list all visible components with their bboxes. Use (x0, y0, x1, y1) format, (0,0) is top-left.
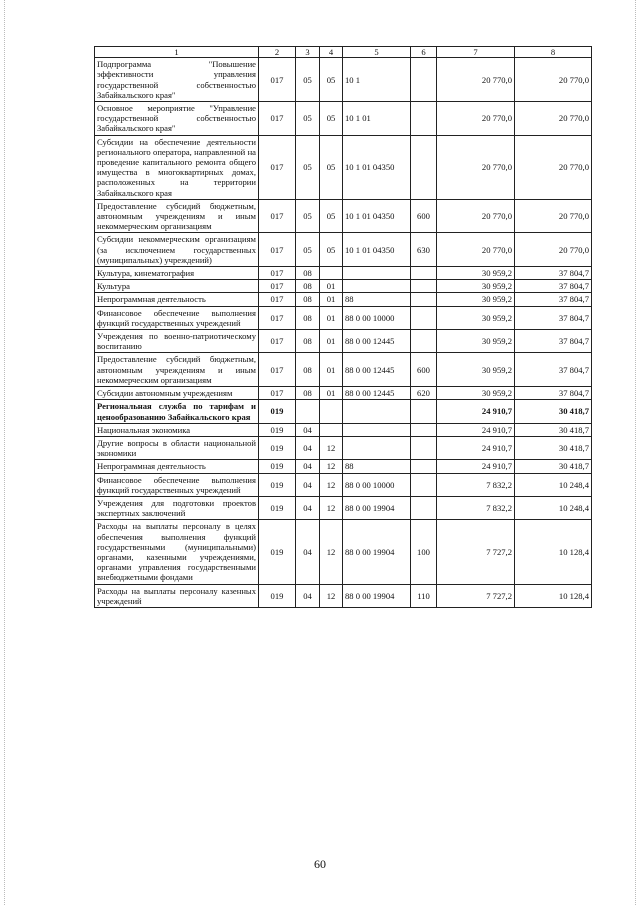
column-number-cell: 5 (343, 47, 411, 58)
item-name-cell: Непрограммная деятельность (95, 460, 259, 473)
amount-year-2-cell: 37 804,7 (515, 280, 592, 293)
section-code-cell: 05 (296, 102, 320, 136)
amount-year-1-cell: 30 959,2 (437, 330, 515, 353)
subsection-code-cell: 01 (320, 387, 343, 400)
subsection-code-cell: 12 (320, 473, 343, 496)
item-name-cell: Расходы на выплаты персоналу казенных учреждений (95, 584, 259, 607)
amount-year-1-cell: 7 832,2 (437, 473, 515, 496)
amount-year-2-cell: 30 418,7 (515, 436, 592, 459)
section-code-cell: 08 (296, 280, 320, 293)
target-article-code-cell: 88 0 00 12445 (343, 387, 411, 400)
subsection-code-cell: 05 (320, 58, 343, 102)
ministry-code-cell: 017 (259, 306, 296, 329)
expense-type-code-cell (411, 306, 437, 329)
ministry-code-cell: 019 (259, 423, 296, 436)
target-article-code-cell (343, 400, 411, 423)
amount-year-2-cell: 20 770,0 (515, 135, 592, 199)
expense-type-code-cell: 630 (411, 233, 437, 267)
ministry-code-cell: 017 (259, 233, 296, 267)
ministry-code-cell: 017 (259, 135, 296, 199)
table-row (95, 102, 592, 136)
item-name-cell: Непрограммная деятельность (95, 293, 259, 306)
amount-year-2-cell: 20 770,0 (515, 233, 592, 267)
target-article-code-cell: 88 0 00 19904 (343, 496, 411, 519)
target-article-code-cell: 88 0 00 12445 (343, 353, 411, 387)
column-number-cell: 7 (437, 47, 515, 58)
section-code-cell: 08 (296, 330, 320, 353)
subsection-code-cell (320, 267, 343, 280)
target-article-code-cell: 88 0 00 19904 (343, 520, 411, 584)
section-code-cell: 05 (296, 199, 320, 233)
expense-type-code-cell (411, 400, 437, 423)
amount-year-1-cell: 30 959,2 (437, 267, 515, 280)
table-row (95, 387, 592, 400)
section-code-cell: 05 (296, 233, 320, 267)
subsection-code-cell: 01 (320, 293, 343, 306)
expense-type-code-cell: 100 (411, 520, 437, 584)
table-row (95, 199, 592, 233)
target-article-code-cell: 10 1 01 (343, 102, 411, 136)
amount-year-2-cell: 30 418,7 (515, 423, 592, 436)
amount-year-1-cell: 20 770,0 (437, 58, 515, 102)
table-row (95, 293, 592, 306)
target-article-code-cell: 10 1 01 04350 (343, 233, 411, 267)
section-code-cell: 08 (296, 353, 320, 387)
amount-year-2-cell: 37 804,7 (515, 330, 592, 353)
item-name-cell: Национальная экономика (95, 423, 259, 436)
ministry-code-cell: 017 (259, 102, 296, 136)
target-article-code-cell: 10 1 01 04350 (343, 199, 411, 233)
subsection-code-cell: 05 (320, 233, 343, 267)
table-row (95, 330, 592, 353)
ministry-code-cell: 017 (259, 58, 296, 102)
amount-year-1-cell: 20 770,0 (437, 199, 515, 233)
amount-year-2-cell: 37 804,7 (515, 293, 592, 306)
amount-year-2-cell: 37 804,7 (515, 306, 592, 329)
column-number-cell: 4 (320, 47, 343, 58)
amount-year-2-cell: 37 804,7 (515, 267, 592, 280)
column-number-cell: 2 (259, 47, 296, 58)
table-row (95, 460, 592, 473)
table-row (95, 473, 592, 496)
expense-type-code-cell (411, 436, 437, 459)
subsection-code-cell: 01 (320, 353, 343, 387)
item-name-cell: Финансовое обеспечение выполнения функций государственных учреждений (95, 473, 259, 496)
expense-type-code-cell (411, 58, 437, 102)
item-name-cell: Другие вопросы в области национальной экономики (95, 436, 259, 459)
ministry-code-cell: 017 (259, 280, 296, 293)
table-row (95, 584, 592, 607)
expense-type-code-cell: 600 (411, 353, 437, 387)
subsection-code-cell: 12 (320, 460, 343, 473)
table-row (95, 280, 592, 293)
amount-year-1-cell: 30 959,2 (437, 280, 515, 293)
target-article-code-cell (343, 423, 411, 436)
ministry-code-cell: 019 (259, 400, 296, 423)
expense-type-code-cell: 110 (411, 584, 437, 607)
amount-year-1-cell: 7 832,2 (437, 496, 515, 519)
budget-table (94, 46, 592, 608)
section-code-cell: 04 (296, 423, 320, 436)
item-name-cell: Культура, кинематография (95, 267, 259, 280)
subsection-code-cell (320, 423, 343, 436)
expense-type-code-cell (411, 280, 437, 293)
subsection-code-cell: 12 (320, 496, 343, 519)
table-row (95, 353, 592, 387)
column-number-cell: 1 (95, 47, 259, 58)
amount-year-1-cell: 20 770,0 (437, 233, 515, 267)
target-article-code-cell (343, 436, 411, 459)
target-article-code-cell: 88 0 00 19904 (343, 584, 411, 607)
table-row (95, 58, 592, 102)
amount-year-1-cell: 7 727,2 (437, 520, 515, 584)
item-name-cell: Финансовое обеспечение выполнения функций государственных учреждений (95, 306, 259, 329)
item-name-cell: Основное мероприятие "Управление государственной собственностью Забайкальского края" (95, 102, 259, 136)
amount-year-1-cell: 20 770,0 (437, 135, 515, 199)
section-code-cell (296, 400, 320, 423)
item-name-cell: Подпрограмма "Повышение эффективности управления государственной собственностью Забайкальского края" (95, 58, 259, 102)
table-row (95, 400, 592, 423)
item-name-cell: Субсидии на обеспечение деятельности регионального оператора, направленной на проведение капитального ремонта общего имущества в многоквартирных домах, расположенных на территории Забайкальского края (95, 135, 259, 199)
amount-year-2-cell: 10 248,4 (515, 496, 592, 519)
table-row (95, 135, 592, 199)
subsection-code-cell: 01 (320, 330, 343, 353)
expense-type-code-cell (411, 496, 437, 519)
amount-year-2-cell: 10 128,4 (515, 584, 592, 607)
amount-year-2-cell: 37 804,7 (515, 387, 592, 400)
amount-year-1-cell: 24 910,7 (437, 423, 515, 436)
table-row (95, 496, 592, 519)
amount-year-2-cell: 20 770,0 (515, 58, 592, 102)
ministry-code-cell: 017 (259, 387, 296, 400)
amount-year-1-cell: 30 959,2 (437, 353, 515, 387)
ministry-code-cell: 019 (259, 584, 296, 607)
item-name-cell: Учреждения для подготовки проектов экспертных заключений (95, 496, 259, 519)
target-article-code-cell (343, 267, 411, 280)
table-row (95, 267, 592, 280)
item-name-cell: Предоставление субсидий бюджетным, автономным учреждениям и иным некоммерческим организациям (95, 199, 259, 233)
ministry-code-cell: 017 (259, 267, 296, 280)
subsection-code-cell: 12 (320, 584, 343, 607)
column-number-cell: 3 (296, 47, 320, 58)
subsection-code-cell: 01 (320, 280, 343, 293)
target-article-code-cell: 10 1 (343, 58, 411, 102)
target-article-code-cell: 88 (343, 293, 411, 306)
ministry-code-cell: 017 (259, 330, 296, 353)
page-number: 60 (314, 857, 326, 871)
column-number-cell: 6 (411, 47, 437, 58)
budget-table-body (95, 47, 592, 608)
section-code-cell: 08 (296, 293, 320, 306)
ministry-code-cell: 019 (259, 473, 296, 496)
amount-year-1-cell: 24 910,7 (437, 436, 515, 459)
section-code-cell: 04 (296, 436, 320, 459)
amount-year-2-cell: 10 128,4 (515, 520, 592, 584)
ministry-code-cell: 017 (259, 199, 296, 233)
amount-year-1-cell: 24 910,7 (437, 460, 515, 473)
section-code-cell: 04 (296, 584, 320, 607)
subsection-code-cell: 05 (320, 135, 343, 199)
amount-year-2-cell: 10 248,4 (515, 473, 592, 496)
table-row (95, 436, 592, 459)
ministry-code-cell: 017 (259, 353, 296, 387)
amount-year-2-cell: 30 418,7 (515, 400, 592, 423)
expense-type-code-cell (411, 135, 437, 199)
amount-year-2-cell: 20 770,0 (515, 199, 592, 233)
ministry-code-cell: 017 (259, 293, 296, 306)
target-article-code-cell: 88 0 00 12445 (343, 330, 411, 353)
ministry-code-cell: 019 (259, 496, 296, 519)
item-name-cell: Расходы на выплаты персоналу в целях обеспечения выполнения функций государственными (муниципальными) органами, казенными учреждениями, органами управления государственными внебюджетными фондами (95, 520, 259, 584)
item-name-cell: Региональная служба по тарифам и ценообразованию Забайкальского края (95, 400, 259, 423)
expense-type-code-cell (411, 102, 437, 136)
item-name-cell: Предоставление субсидий бюджетным, автономным учреждениям и иным некоммерческим организациям (95, 353, 259, 387)
expense-type-code-cell (411, 473, 437, 496)
subsection-code-cell (320, 400, 343, 423)
amount-year-1-cell: 24 910,7 (437, 400, 515, 423)
ministry-code-cell: 019 (259, 520, 296, 584)
item-name-cell: Субсидии автономным учреждениям (95, 387, 259, 400)
column-number-header-row (95, 47, 592, 58)
amount-year-2-cell: 30 418,7 (515, 460, 592, 473)
amount-year-1-cell: 20 770,0 (437, 102, 515, 136)
amount-year-2-cell: 37 804,7 (515, 353, 592, 387)
scan-edge-left (4, 0, 5, 905)
amount-year-1-cell: 7 727,2 (437, 584, 515, 607)
section-code-cell: 04 (296, 473, 320, 496)
expense-type-code-cell (411, 423, 437, 436)
scan-edge-right (635, 0, 636, 905)
table-row (95, 520, 592, 584)
item-name-cell: Учреждения по военно-патриотическому воспитанию (95, 330, 259, 353)
ministry-code-cell: 019 (259, 436, 296, 459)
expense-type-code-cell (411, 460, 437, 473)
subsection-code-cell: 12 (320, 520, 343, 584)
subsection-code-cell: 05 (320, 102, 343, 136)
section-code-cell: 05 (296, 58, 320, 102)
table-row (95, 423, 592, 436)
amount-year-2-cell: 20 770,0 (515, 102, 592, 136)
expense-type-code-cell (411, 330, 437, 353)
table-row (95, 306, 592, 329)
subsection-code-cell: 12 (320, 436, 343, 459)
item-name-cell: Субсидии некоммерческим организациям (за исключением государственных (муниципальных) учреждений) (95, 233, 259, 267)
expense-type-code-cell: 620 (411, 387, 437, 400)
expense-type-code-cell: 600 (411, 199, 437, 233)
target-article-code-cell: 88 (343, 460, 411, 473)
table-row (95, 233, 592, 267)
item-name-cell: Культура (95, 280, 259, 293)
target-article-code-cell: 88 0 00 10000 (343, 306, 411, 329)
amount-year-1-cell: 30 959,2 (437, 387, 515, 400)
target-article-code-cell: 88 0 00 10000 (343, 473, 411, 496)
section-code-cell: 08 (296, 306, 320, 329)
expense-type-code-cell (411, 267, 437, 280)
subsection-code-cell: 05 (320, 199, 343, 233)
column-number-cell: 8 (515, 47, 592, 58)
section-code-cell: 04 (296, 460, 320, 473)
amount-year-1-cell: 30 959,2 (437, 306, 515, 329)
section-code-cell: 05 (296, 135, 320, 199)
expense-type-code-cell (411, 293, 437, 306)
subsection-code-cell: 01 (320, 306, 343, 329)
target-article-code-cell: 10 1 01 04350 (343, 135, 411, 199)
section-code-cell: 04 (296, 496, 320, 519)
section-code-cell: 08 (296, 387, 320, 400)
section-code-cell: 04 (296, 520, 320, 584)
ministry-code-cell: 019 (259, 460, 296, 473)
amount-year-1-cell: 30 959,2 (437, 293, 515, 306)
target-article-code-cell (343, 280, 411, 293)
section-code-cell: 08 (296, 267, 320, 280)
